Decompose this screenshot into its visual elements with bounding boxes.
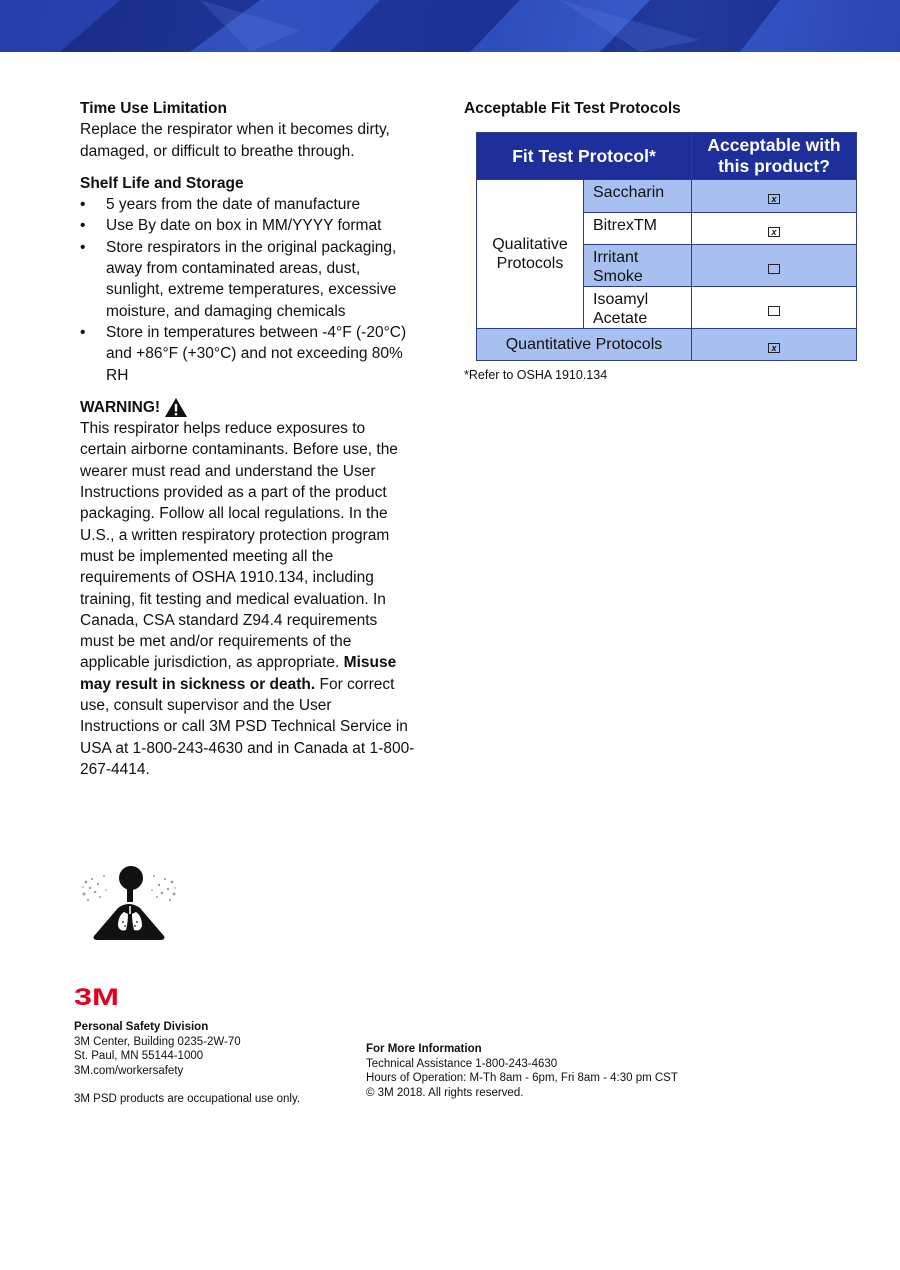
quantitative-protocols-label: Quantitative Protocols	[477, 329, 692, 361]
fit-test-footnote: *Refer to OSHA 1910.134	[464, 368, 608, 382]
checkbox-icon: x	[768, 227, 780, 237]
table-header-row	[477, 133, 857, 180]
address-line-1: 3M Center, Building 0235-2W-70	[74, 1035, 241, 1048]
division-name: Personal Safety Division	[74, 1021, 209, 1033]
more-info-heading: For More Information	[366, 1043, 482, 1055]
left-column	[80, 98, 415, 780]
fit-test-protocol-header: Fit Test Protocol*	[477, 133, 692, 180]
checkbox-cell	[692, 287, 857, 329]
protocol-saccharin: Saccharin	[584, 180, 692, 213]
hours-of-operation: Hours of Operation: M-Th 8am - 6pm, Fri 8am - 4:30 pm CST	[366, 1072, 678, 1085]
checkbox-cell	[692, 213, 857, 245]
checkbox-cell	[692, 329, 857, 361]
copyright: © 3M 2018. All rights reserved.	[366, 1086, 524, 1099]
address-line-2: St. Paul, MN 55144-1000	[74, 1050, 204, 1063]
shelf-life-section	[80, 173, 415, 386]
warning-heading: WARNING!	[80, 398, 161, 416]
warning-text-part1: This respirator helps reduce exposures to certain airborne contaminants. Before use, the wearer must read and understand the User Instructions provided as a part of the product packaging. Follow all local regulations. In the U.S., a written respiratory protection program must be implemented meeting all the requirements of OSHA 1910.134, including training, fit testing and medical evaluation. In Canada, CSA standard Z94.4 requirements must be met and/or requirements of the applicable jurisdiction, as appropriate.	[80, 420, 398, 672]
time-use-text: Replace the respirator when it becomes dirty, damaged, or difficult to breathe through.	[80, 121, 390, 160]
respiratory-hazard-icon	[80, 862, 178, 942]
checkbox-icon: x	[768, 194, 780, 204]
table-row	[477, 180, 857, 213]
footer-more-info	[366, 1042, 678, 1100]
checkbox-cell	[692, 180, 857, 213]
right-column	[464, 98, 864, 382]
time-use-heading: Time Use Limitation	[80, 100, 227, 117]
warning-text-part2: For correct use, consult supervisor and the User Instructions or call 3M PSD Technical Service in USA at 1-800-243-4630 and in Canada at 1-800-267-4414.	[80, 675, 415, 778]
warning-text-bold: Misuse may result in sickness or death.	[80, 654, 397, 693]
footer-contact	[74, 1020, 300, 1107]
list-item: • Store respirators in the original packaging, away from contaminated areas, dust, sunlight, extreme temperatures, excessive moisture, and damaging chemicals	[80, 237, 415, 322]
fit-test-title: Acceptable Fit Test Protocols	[464, 100, 681, 117]
warning-section	[80, 397, 415, 780]
protocol-bitrex: BitrexTM	[584, 213, 692, 245]
checkbox-icon	[768, 264, 780, 274]
warning-text	[80, 418, 415, 780]
warning-heading-row	[80, 397, 415, 418]
protocol-irritant-smoke: Irritant Smoke	[584, 245, 692, 287]
banner-pattern	[0, 0, 900, 52]
checkbox-cell	[692, 245, 857, 287]
website-link[interactable]: 3M.com/workersafety	[74, 1064, 184, 1077]
disclaimer: 3M PSD products are occupational use only.	[74, 1093, 301, 1106]
warning-triangle-icon	[164, 397, 188, 418]
acceptable-header: Acceptable with this product?	[692, 133, 857, 180]
svg-text:3M: 3M	[74, 985, 119, 1007]
shelf-life-heading: Shelf Life and Storage	[80, 174, 244, 192]
list-item: • Use By date on box in MM/YYYY format	[80, 215, 415, 236]
checkbox-icon: x	[768, 343, 780, 353]
list-item: • Store in temperatures between -4°F (-20°C) and +86°F (+30°C) and not exceeding 80% RH	[80, 322, 415, 386]
header-banner	[0, 0, 900, 52]
shelf-life-list	[80, 194, 415, 386]
qualitative-group-label: Qualitative Protocols	[477, 180, 584, 329]
table-row	[477, 329, 857, 361]
protocol-isoamyl-acetate: Isoamyl Acetate	[584, 287, 692, 329]
time-use-section	[80, 98, 415, 162]
fit-test-table	[476, 132, 857, 361]
list-item: • 5 years from the date of manufacture	[80, 194, 415, 215]
3m-logo	[74, 985, 120, 1007]
tech-assistance: Technical Assistance 1-800-243-4630	[366, 1057, 558, 1070]
checkbox-icon	[768, 306, 780, 316]
